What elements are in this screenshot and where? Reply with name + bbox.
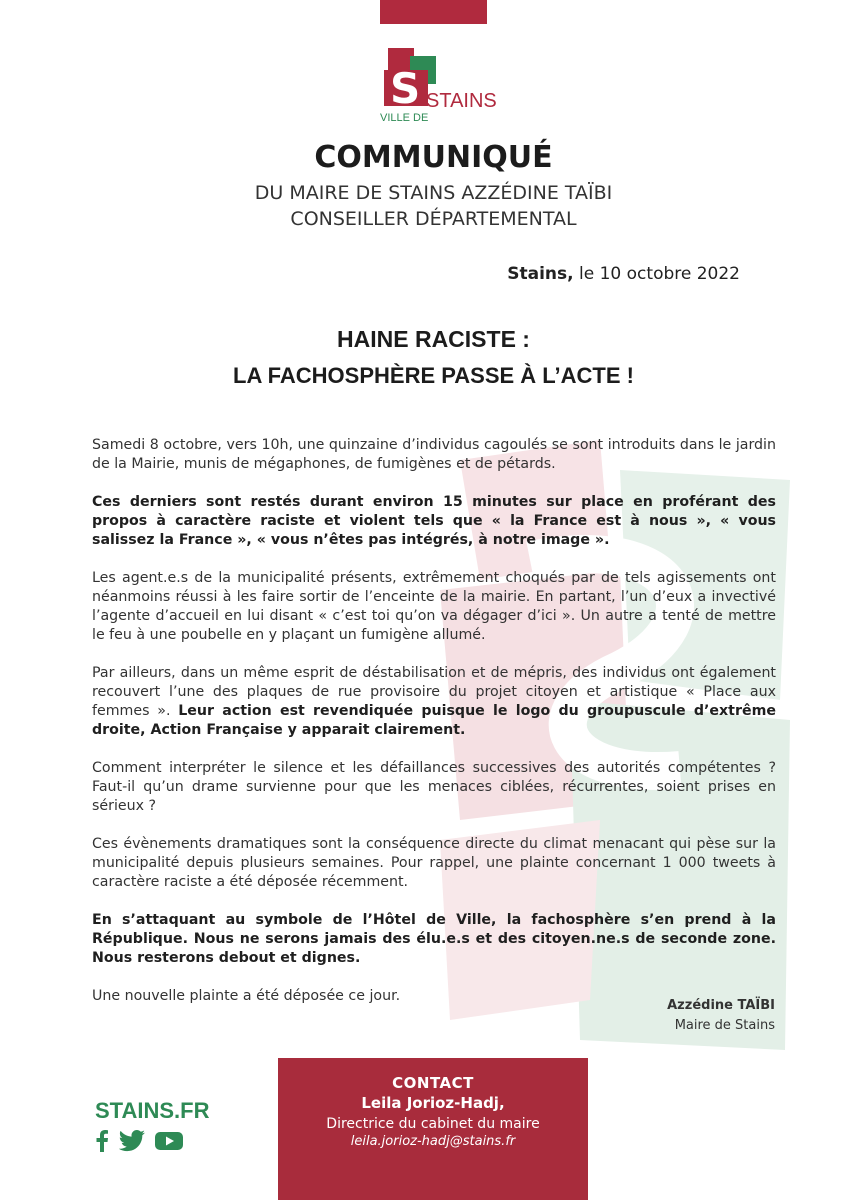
dateline [470, 264, 740, 284]
contact-role: Directrice du cabinet du maire [326, 1116, 540, 1132]
paragraph-6: Ces évènements dramatiques sont la conséquence directe du climat menacant qui pèse sur la municipalité depuis plusieurs semaines. Pour rappel, une plainte concernant 1 000 tweets à caractère raciste a été déposée récemment. [92, 836, 776, 890]
headline-line-2: LA FACHOSPHÈRE PASSE À L’ACTE ! [233, 363, 634, 388]
dateline-place: Stains, [507, 264, 574, 284]
paragraph-8: Une nouvelle plainte a été déposée ce jour. [92, 988, 401, 1004]
paragraph-5: Comment interpréter le silence et les défaillances successives des autorités compétentes ? Faut-il qu’un drame survienne pour que les menaces ciblées, récurrentes, soient prises en sérieux ? [92, 760, 776, 814]
paragraph-2: Ces derniers sont restés durant environ 15 minutes sur place en proférant des propos à caractère raciste et violent tels que « la France est à nous », « vous salissez la France », « vous n’êtes pas intégrés, à notre image ». [92, 494, 776, 548]
youtube-icon[interactable] [155, 1130, 183, 1152]
logo-ville-de-text: VILLE DE [380, 112, 429, 124]
paragraph-4-bold: Leur action est revendiquée puisque le logo du groupuscule d’extrême droite, Action Française y apparait clairement. [92, 703, 776, 738]
social-links [95, 1130, 183, 1152]
signature-role: Maire de Stains [674, 1018, 775, 1033]
press-release-body [92, 436, 776, 1025]
website-link[interactable]: STAINS.FR [95, 1098, 210, 1123]
paragraph-1: Samedi 8 octobre, vers 10h, une quinzaine d’individus cagoulés se sont introduits dans le jardin de la Mairie, munis de mégaphones, de fumigènes et de pétards. [92, 437, 776, 472]
top-accent-bar [380, 0, 487, 24]
headline-line-1: HAINE RACISTE : [337, 326, 530, 352]
contact-heading: CONTACT [392, 1074, 474, 1092]
page-title: COMMUNIQUÉ [314, 140, 553, 175]
signature-name: Azzédine TAÏBI [667, 998, 775, 1013]
paragraph-4 [92, 664, 776, 740]
paragraph-4-normal: Par ailleurs, dans un même esprit de déstabilisation et de mépris, des individus ont également recouvert l’une des plaques de rue provisoire du projet citoyen et artistique « Place aux femmes ». [92, 665, 776, 719]
twitter-icon[interactable] [119, 1130, 145, 1152]
subtitle-line-1: DU MAIRE DE STAINS AZZÉDINE TAÏBI [254, 182, 613, 204]
contact-email[interactable]: leila.jorioz-hadj@stains.fr [350, 1134, 516, 1149]
facebook-icon[interactable] [95, 1130, 109, 1152]
stains-logo [380, 48, 500, 128]
dateline-date: le 10 octobre 2022 [579, 264, 740, 284]
subtitle-line-2: CONSEILLER DÉPARTEMENTAL [290, 208, 577, 230]
signature [560, 996, 775, 1036]
contact-name: Leila Jorioz-Hadj, [361, 1094, 505, 1112]
paragraph-7: En s’attaquant au symbole de l’Hôtel de Ville, la fachosphère s’en prend à la République. Nous ne serons jamais des élu.e.s et des citoyen.ne.s de seconde zone. Nous resterons debout et dignes. [92, 912, 776, 966]
logo-s-letter: S [390, 64, 421, 113]
contact-box [278, 1058, 588, 1200]
paragraph-3: Les agent.e.s de la municipalité présents, extrêmement choqués par de tels agissements ont néanmoins réussi à les faire sortir de l’enceinte de la mairie. En partant, l’un d’eux a invectivé l’agente d’accueil en lui disant « c’est toi qu’on va dégager d’ici ». Un autre a tenté de mettre le feu à une poubelle en y plaçant un fumigène allumé. [92, 570, 776, 643]
logo-stains-text: STAINS [426, 90, 497, 112]
